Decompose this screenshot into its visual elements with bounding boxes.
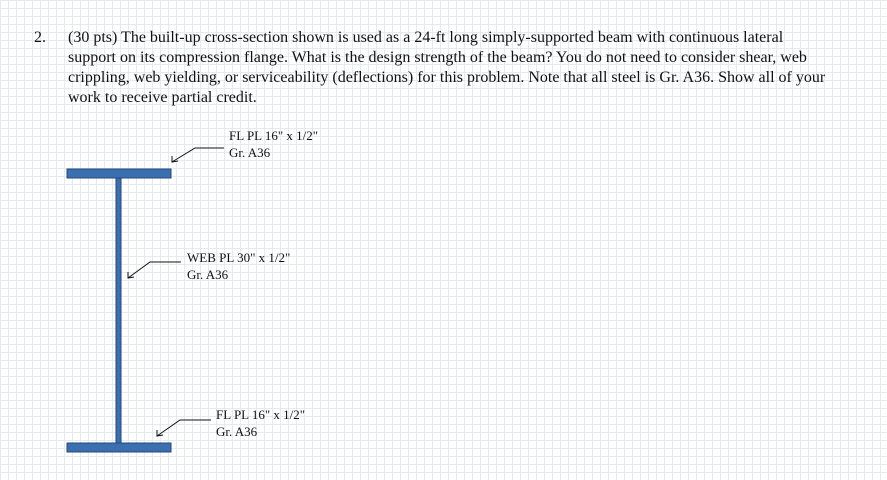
bottom-flange-leader xyxy=(157,420,211,436)
top-flange-label xyxy=(229,127,318,161)
web-label xyxy=(187,249,290,283)
web-size: WEB PL 30" x 1/2" xyxy=(187,250,291,265)
bottom-flange-size: FL PL 16" x 1/2" xyxy=(216,407,306,422)
web-plate xyxy=(116,178,121,443)
bottom-flange-label xyxy=(216,406,305,440)
top-flange-size: FL PL 16" x 1/2" xyxy=(229,128,319,143)
web-grade: Gr. A36 xyxy=(187,267,229,282)
problem-number: 2. xyxy=(34,29,46,46)
problem-text: (30 pts) The built-up cross-section shown is used as a 24-ft long simply-supported beam with continuous lateral support on its compression flange. What is the design strength of the beam? You do not need to consider shear, web crippling, web yielding, or serviceability (deflections) for this problem. Note that all steel is Gr. A36. Show all of your work to receive partial credit. xyxy=(68,29,826,106)
top-flange-grade: Gr. A36 xyxy=(229,145,271,160)
web-leader xyxy=(128,262,181,278)
top-flange-leader xyxy=(172,148,224,162)
top-flange-plate xyxy=(67,169,171,178)
bottom-flange-grade: Gr. A36 xyxy=(216,424,258,439)
bottom-flange-plate xyxy=(67,443,171,452)
